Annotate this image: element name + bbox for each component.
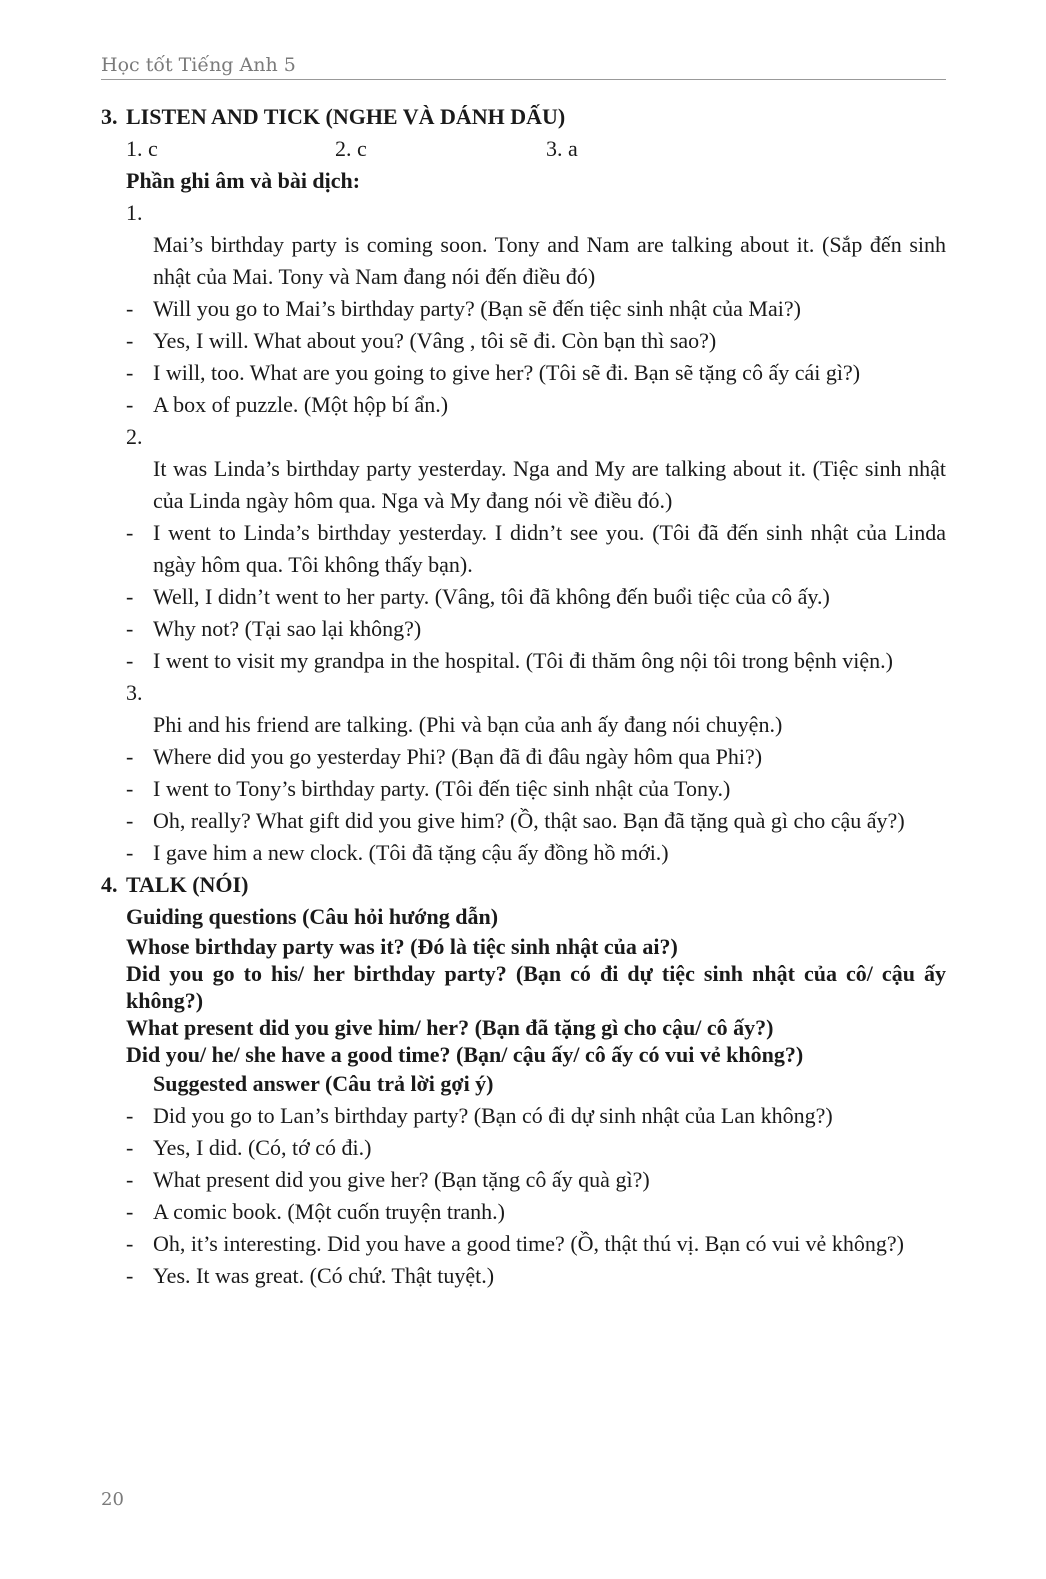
guiding-question: Did you go to his/ her birthday party? (Bạn có đi dự tiệc sinh nhật của cô/ cậu ấy không?)	[126, 961, 946, 1013]
dialogue-line	[101, 613, 946, 645]
dialogue-line	[101, 1100, 946, 1132]
dash-bullet: -	[126, 1263, 134, 1288]
dialogue-line	[101, 1196, 946, 1228]
guiding-question: Did you/ he/ she have a good time? (Bạn/ cậu ấy/ cô ấy có vui vẻ không?)	[126, 1042, 804, 1067]
transcript-intro: Phi and his friend are talking. (Phi và bạn của anh ấy đang nói chuyện.)	[153, 712, 783, 737]
answer-key	[101, 133, 946, 165]
dash-bullet: -	[126, 1167, 134, 1192]
dialogue-line	[101, 293, 946, 325]
dash-bullet: -	[126, 1103, 134, 1128]
dialogue-text: Yes, I will. What about you? (Vâng , tôi sẽ đi. Còn bạn thì sao?)	[153, 328, 717, 353]
section-3-heading	[101, 101, 946, 133]
dialogue-line	[101, 517, 946, 581]
dialogue-text: Oh, really? What gift did you give him? (Ồ, thật sao. Bạn đã tặng quà gì cho cậu ấy?)	[153, 808, 905, 833]
page-content	[101, 101, 946, 1292]
dialogue-line	[101, 325, 946, 357]
header-divider	[101, 79, 946, 80]
transcript-item-number: 2.	[126, 424, 143, 449]
dialogue-text: Oh, it’s interesting. Did you have a good time? (Ồ, thật thú vị. Bạn có vui vẻ không?)	[153, 1231, 904, 1256]
dialogue-text: What present did you give her? (Bạn tặng cô ấy quà gì?)	[153, 1167, 650, 1192]
answer-item: 2. c	[335, 136, 367, 161]
dialogue-text: Will you go to Mai’s birthday party? (Bạn sẽ đến tiệc sinh nhật của Mai?)	[153, 296, 801, 321]
dialogue-line	[101, 389, 946, 421]
dialogue-text: I went to visit my grandpa in the hospital. (Tôi đi thăm ông nội tôi trong bệnh viện.)	[153, 648, 893, 673]
dialogue-line	[101, 357, 946, 389]
guiding-question: What present did you give him/ her? (Bạn đã tặng gì cho cậu/ cô ấy?)	[126, 1015, 774, 1040]
dialogue-text: A comic book. (Một cuốn truyện tranh.)	[153, 1199, 505, 1224]
answer-item: 3. a	[546, 136, 578, 161]
guiding-questions-heading: Guiding questions (Câu hỏi hướng dẫn)	[126, 904, 499, 929]
dash-bullet: -	[126, 840, 134, 865]
dialogue-text: Well, I didn’t went to her party. (Vâng, tôi đã không đến buổi tiệc của cô ấy.)	[153, 584, 830, 609]
dialogue-line	[101, 581, 946, 613]
dash-bullet: -	[126, 1199, 134, 1224]
transcript-intro: Mai’s birthday party is coming soon. Tony and Nam are talking about it. (Sắp đến sinh nhật của Mai. Tony và Nam đang nói đến điều đó)	[153, 232, 946, 289]
page-number: 20	[101, 1489, 124, 1510]
guiding-question: Whose birthday party was it? (Đó là tiệc sinh nhật của ai?)	[126, 934, 678, 959]
dialogue-text: Did you go to Lan’s birthday party? (Bạn có đi dự sinh nhật của Lan không?)	[153, 1103, 833, 1128]
dialogue-line	[101, 741, 946, 773]
transcript-item-number: 1.	[126, 200, 143, 225]
dash-bullet: -	[126, 648, 134, 673]
dialogue-text: A box of puzzle. (Một hộp bí ẩn.)	[153, 392, 449, 417]
dialogue-text: I went to Linda’s birthday yesterday. I didn’t see you. (Tôi đã đến sinh nhật của Linda ngày hôm qua. Tôi không thấy bạn).	[153, 520, 946, 577]
dialogue-line	[101, 1228, 946, 1260]
dialogue-line	[101, 805, 946, 837]
dash-bullet: -	[126, 328, 134, 353]
section-title: TALK (NÓI)	[126, 872, 249, 897]
dialogue-text: Why not? (Tại sao lại không?)	[153, 616, 422, 641]
section-number: 4.	[101, 872, 118, 897]
dialogue-line	[101, 773, 946, 805]
transcript-heading: Phần ghi âm và bài dịch:	[126, 168, 361, 193]
dash-bullet: -	[126, 584, 134, 609]
dialogue-line	[101, 1164, 946, 1196]
dialogue-line	[101, 1260, 946, 1292]
dialogue-text: I went to Tony’s birthday party. (Tôi đến tiệc sinh nhật của Tony.)	[153, 776, 731, 801]
dialogue-text: Where did you go yesterday Phi? (Bạn đã đi đâu ngày hôm qua Phi?)	[153, 744, 763, 769]
dialogue-text: Yes. It was great. (Có chứ. Thật tuyệt.)	[153, 1263, 495, 1288]
dialogue-line	[101, 837, 946, 869]
dialogue-text: I will, too. What are you going to give her? (Tôi sẽ đi. Bạn sẽ tặng cô ấy cái gì?)	[153, 360, 861, 385]
dash-bullet: -	[126, 360, 134, 385]
dash-bullet: -	[126, 296, 134, 321]
transcript-intro: It was Linda’s birthday party yesterday. Nga and My are talking about it. (Tiệc sinh nhật của Linda ngày hôm qua. Nga và My đang nói về điều đó.)	[153, 456, 946, 513]
transcript-item-number: 3.	[126, 680, 143, 705]
dash-bullet: -	[126, 1231, 134, 1256]
dash-bullet: -	[126, 520, 134, 545]
dash-bullet: -	[126, 744, 134, 769]
dash-bullet: -	[126, 392, 134, 417]
running-header: Học tốt Tiếng Anh 5	[101, 54, 296, 76]
dialogue-text: I gave him a new clock. (Tôi đã tặng cậu ấy đồng hồ mới.)	[153, 840, 669, 865]
answer-item: 1. c	[126, 136, 158, 161]
dash-bullet: -	[126, 616, 134, 641]
suggested-answer-heading: Suggested answer (Câu trả lời gợi ý)	[153, 1071, 494, 1096]
section-number: 3.	[101, 104, 118, 129]
dash-bullet: -	[126, 776, 134, 801]
dialogue-text: Yes, I did. (Có, tớ có đi.)	[153, 1135, 372, 1160]
dash-bullet: -	[126, 808, 134, 833]
dialogue-line	[101, 645, 946, 677]
section-title: LISTEN AND TICK (NGHE VÀ DÁNH DẤU)	[126, 104, 566, 129]
section-4-heading	[101, 869, 946, 901]
dialogue-line	[101, 1132, 946, 1164]
dash-bullet: -	[126, 1135, 134, 1160]
